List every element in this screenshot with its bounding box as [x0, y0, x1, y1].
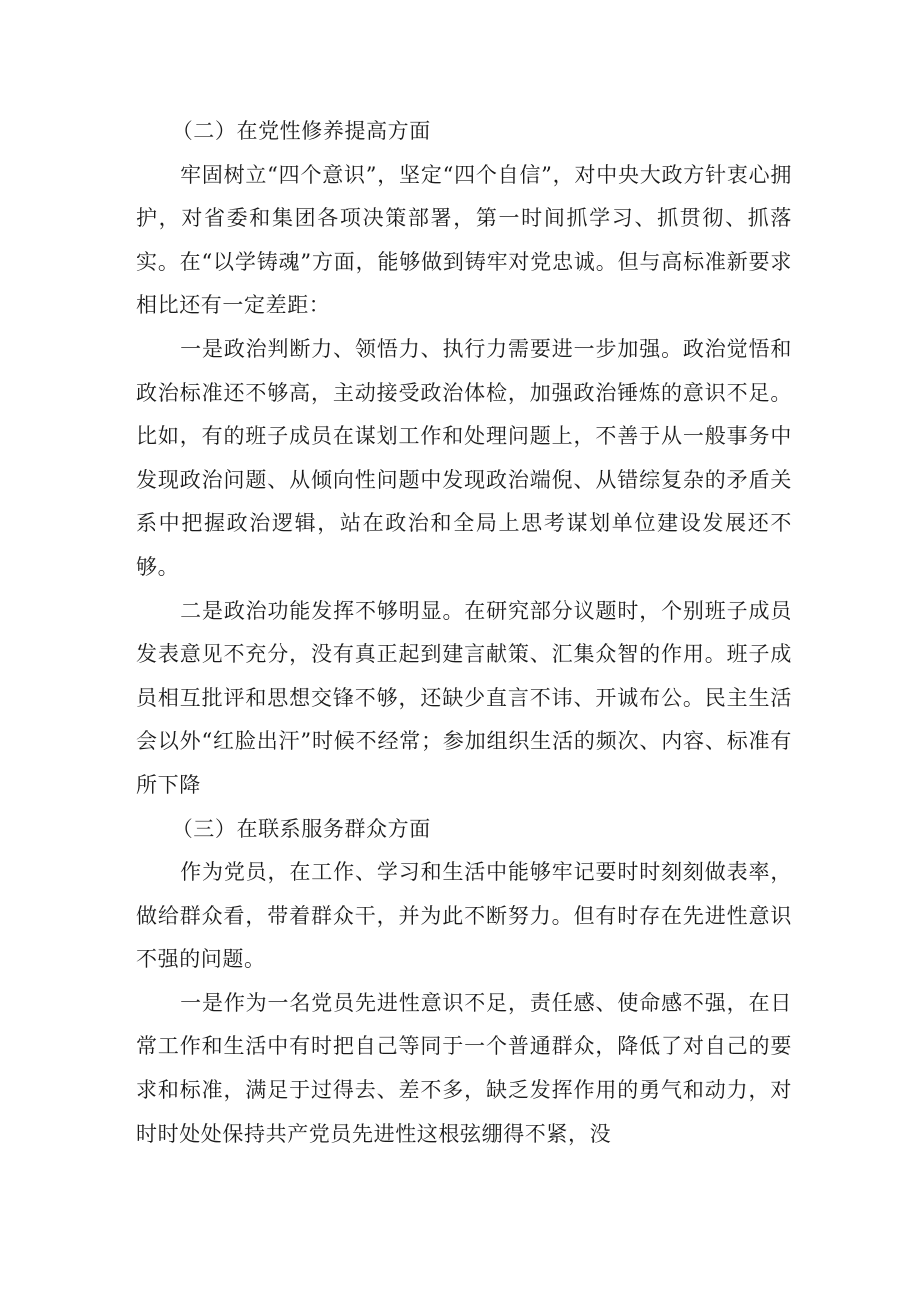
document-body — [136, 110, 792, 1156]
section-heading-party-spirit: （二）在党性修养提高方面 — [171, 119, 431, 143]
paragraph-party-spirit-point-1: 一是政治判断力、领悟力、执行力需要进一步加强。政治觉悟和政治标准还不够高，主动接受政治体检，加强政治锤炼的意识不足。比如，有的班子成员在谋划工作和处理问题上，不善于从一般事务中发现政治问题、从倾向性问题中发现政治端倪、从错综复杂的矛盾关系中把握政治逻辑，站在政治和全局上思考谋划单位建设发展还不够。 — [136, 336, 792, 579]
paragraph-serving-masses-point-1: 一是作为一名党员先进性意识不足，责任感、使命感不强，在日常工作和生活中有时把自己等同于一个普通群众，降低了对自己的要求和标准，满足于过得去、差不多，缺乏发挥作用的勇气和动力，对时时处处保持共产党员先进性这根弦绷得不紧，没 — [136, 990, 792, 1146]
section-heading-serving-masses: （三）在联系服务群众方面 — [171, 816, 431, 841]
paragraph-party-spirit-intro: 牢固树立“四个意识”，坚定“四个自信”，对中央大政方针衷心拥护，对省委和集团各项决策部署，第一时间抓学习、抓贯彻、抓落实。在“以学铸魂”方面，能够做到铸牢对党忠诚。但与高标准新要求相比还有一定差距： — [136, 162, 792, 318]
paragraph-party-spirit-point-2: 二是政治功能发挥不够明显。在研究部分议题时，个别班子成员发表意见不充分，没有真正起到建言献策、汇集众智的作用。班子成员相互批评和思想交锋不够，还缺少直言不讳、开诚布公。民主生活会以外“红脸出汗”时候不经常；参加组织生活的频次、内容、标准有所下降 — [136, 598, 792, 797]
paragraph-serving-masses-intro: 作为党员，在工作、学习和生活中能够牢记要时时刻刻做表率，做给群众看，带着群众干，并为此不断努力。但有时存在先进性意识不强的问题。 — [136, 860, 792, 972]
